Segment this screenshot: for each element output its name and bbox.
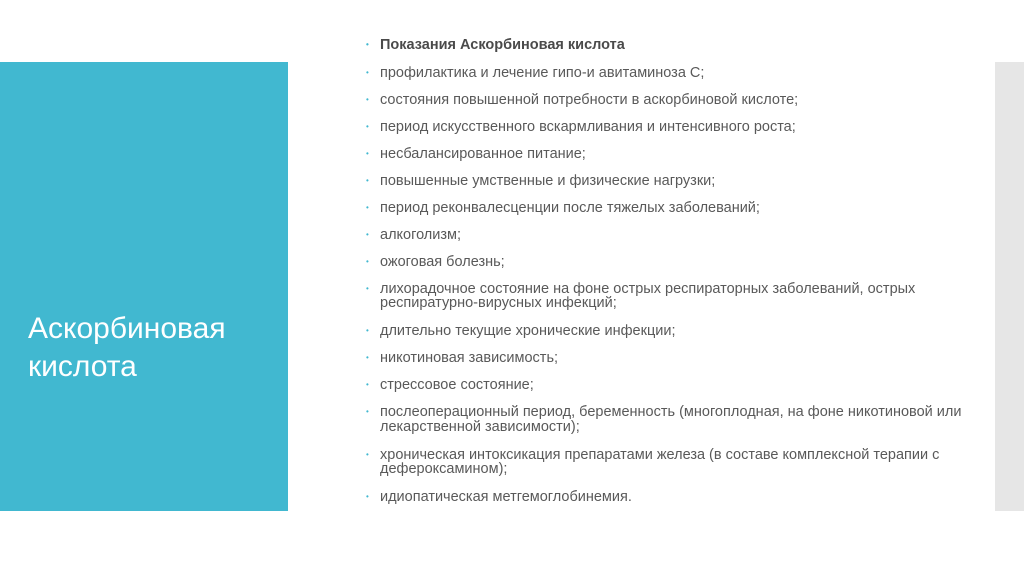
list-item-text: период искусственного вскармливания и интенсивного роста;	[380, 118, 796, 135]
list-item	[366, 228, 966, 243]
list-item	[366, 490, 966, 505]
list-item	[366, 448, 966, 477]
list-item	[366, 282, 966, 311]
list-item-text: лихорадочное состояние на фоне острых респираторных заболеваний, острых респиратурно-вирусных инфекций;	[380, 280, 916, 311]
list-item	[366, 378, 966, 393]
slide-title: Аскорбиновая кислота	[28, 312, 226, 383]
bullet-icon: •	[366, 175, 369, 185]
list-item	[366, 351, 966, 366]
bullet-icon: •	[366, 407, 369, 416]
list-item-text: длительно текущие хронические инфекции;	[380, 323, 676, 339]
list-item	[366, 255, 966, 270]
list-item-text: алкоголизм;	[380, 226, 462, 243]
bullet-icon: •	[366, 449, 369, 459]
list-item	[366, 147, 966, 162]
list-item	[366, 93, 966, 108]
bullet-icon: •	[366, 121, 369, 131]
list-item-text: несбалансированное питание;	[380, 145, 586, 162]
bullet-icon: •	[366, 67, 369, 77]
list-item	[366, 324, 966, 339]
bullet-icon: •	[366, 40, 369, 49]
list-item-text: повышенные умственные и физические нагрузки;	[380, 172, 716, 189]
bullet-icon: •	[366, 492, 369, 501]
list-item-text: состояния повышенной потребности в аскорбиновой кислоте;	[380, 91, 799, 108]
bullet-icon: •	[366, 94, 369, 104]
indications-list	[366, 38, 966, 517]
bullet-icon: •	[366, 326, 369, 335]
list-item-text: профилактика и лечение гипо-и авитаминоза С;	[380, 64, 705, 81]
list-item-text: идиопатическая метгемоглобинемия.	[380, 489, 632, 505]
list-item-text: Показания Аскорбиновая кислота	[380, 37, 625, 53]
bullet-icon: •	[366, 353, 369, 362]
list-item	[366, 174, 966, 189]
list-item-text: стрессовое состояние;	[380, 377, 534, 393]
bullet-icon: •	[366, 148, 369, 158]
bullet-icon: •	[366, 283, 369, 293]
list-item-text: период реконвалесценции после тяжелых заболеваний;	[380, 199, 760, 216]
list-item	[366, 201, 966, 216]
list-item	[366, 38, 966, 53]
side-decoration-strip	[995, 62, 1024, 511]
bullet-icon: •	[366, 256, 369, 266]
list-item-text: никотиновая зависимость;	[380, 350, 559, 366]
list-item	[366, 120, 966, 135]
list-item	[366, 66, 966, 81]
list-item	[366, 405, 966, 434]
list-item-text: послеоперационный период, беременность (многоплодная, на фоне никотиновой или лекарственной зависимости);	[380, 404, 962, 435]
bullet-icon: •	[366, 380, 369, 389]
bullet-icon: •	[366, 229, 369, 239]
list-item-text: ожоговая болезнь;	[380, 253, 505, 270]
bullet-icon: •	[366, 202, 369, 212]
list-item-text: хроническая интоксикация препаратами железа (в составе комплексной терапии с дефероксамином);	[380, 446, 940, 477]
title-panel	[0, 62, 288, 511]
